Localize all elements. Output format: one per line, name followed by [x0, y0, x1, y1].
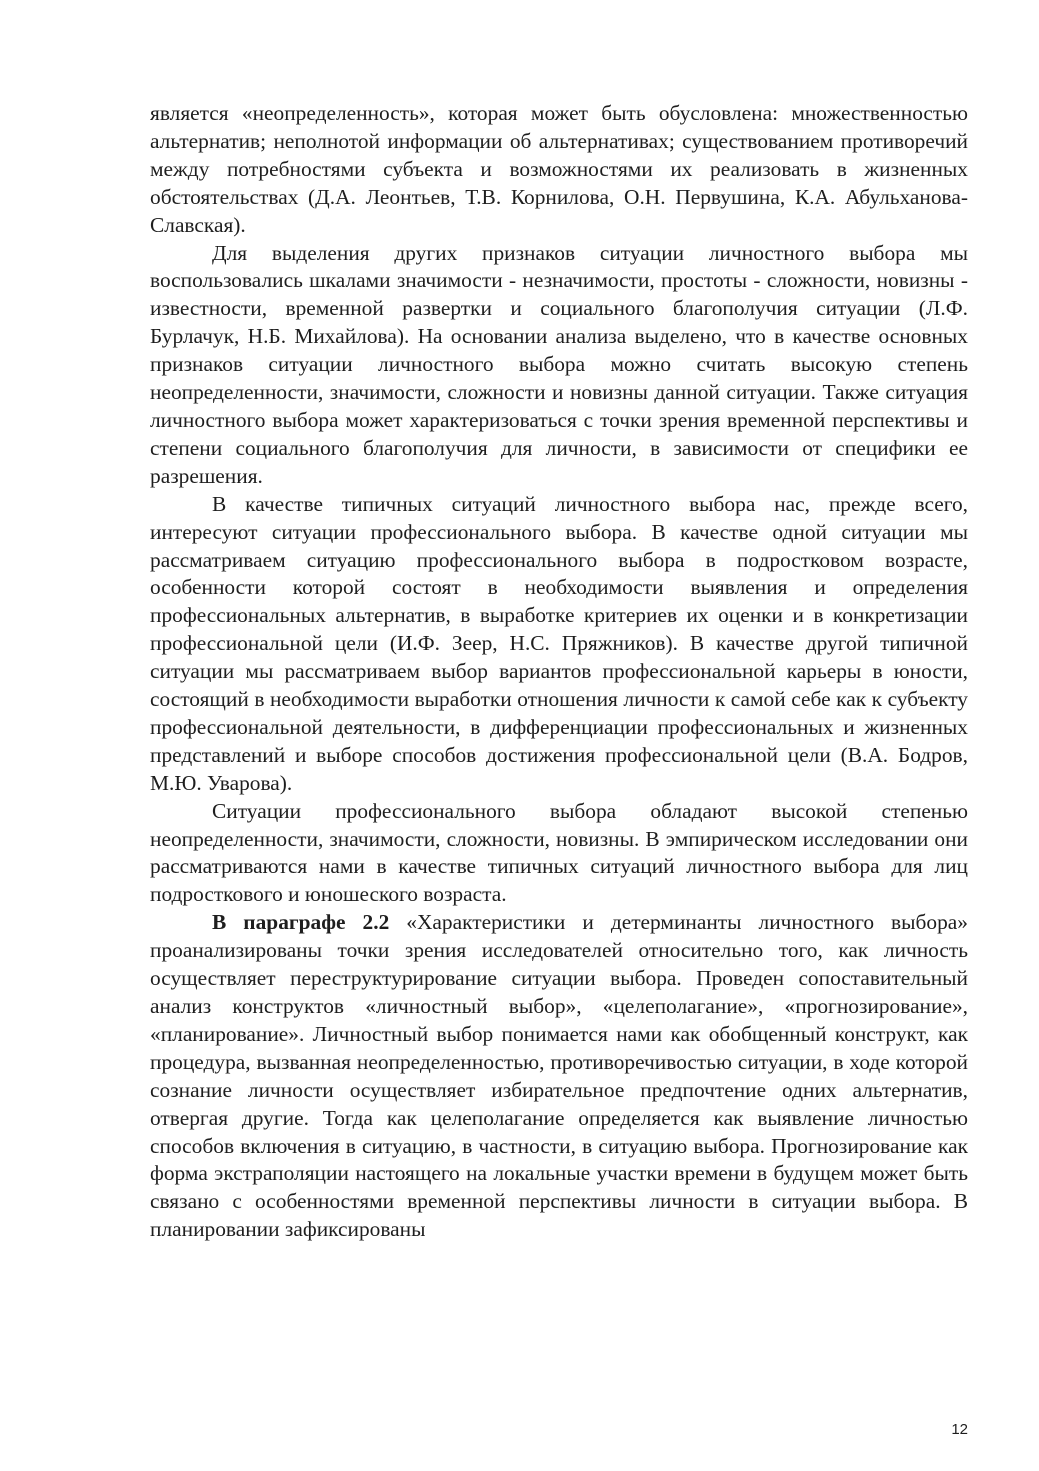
paragraph-text: Ситуации профессионального выбора обладают высокой степенью неопределенности, значимости, сложности, новизны. В эмпирическом исследовании они рассматриваются нами в качестве типичных ситуаций личностного выбора для лиц подросткового и юношеского возраста. — [150, 798, 968, 907]
paragraph — [150, 491, 968, 798]
paragraph-text: является «неопределенность», которая может быть обусловлена: множественностью альтернатив; неполнотой информации об альтернативах; существованием противоречий между потребностями субъекта и возможностями их реализовать в жизненных обстоятельствах (Д.А. Леонтьев, Т.В. Корнилова, О.Н. Первушина, К.А. Абульханова-Славская). — [150, 101, 968, 237]
paragraph-continued — [150, 100, 968, 240]
body-text — [150, 100, 968, 1244]
paragraph — [150, 909, 968, 1244]
paragraph — [150, 798, 968, 910]
paragraph-text: В качестве типичных ситуаций личностного выбора нас, прежде всего, интересуют ситуации профессионального выбора. В качестве одной ситуации мы рассматриваем ситуацию профессионального выбора в подростковом возрасте, особенности которой состоят в необходимости выявления и определения профессиональных альтернатив, в выработке критериев их оценки и в конкретизации профессиональной цели (И.Ф. Зеер, Н.С. Пряжников). В качестве другой типичной ситуации мы рассматриваем выбор вариантов профессиональной карьеры в юности, состоящий в необходимости выработки отношения личности к самой себе как к субъекту профессиональной деятельности, в дифференциации профессиональных и жизненных представлений и выборе способов достижения профессиональной цели (В.А. Бодров, М.Ю. Уварова). — [150, 491, 968, 795]
paragraph-text: «Характеристики и детерминанты личностного выбора» проанализированы точки зрения исследователей относительно того, как личность осуществляет переструктурирование ситуации выбора. Проведен сопоставительный анализ конструктов «личностный выбор», «целеполагание», «прогнозирование», «планирование». Личностный выбор понимается нами как обобщенный конструкт, как процедура, вызванная неопределенностью, противоречивостью ситуации, в ходе которой сознание личности осуществляет избирательное предпочтение одних альтернатив, отвергая другие. Тогда как целеполагание определяется как выявление личностью способов включения в ситуацию, в частности, в ситуацию выбора. Прогнозирование как форма экстраполяции настоящего на локальные участки времени в будущем может быть связано с особенностями временной перспективы личности в ситуации выбора. В планировании зафиксированы — [150, 910, 968, 1242]
paragraph — [150, 240, 968, 491]
section-reference: В параграфе 2.2 — [212, 910, 390, 935]
page-number: 12 — [951, 1421, 968, 1438]
paragraph-text: Для выделения других признаков ситуации личностного выбора мы воспользовались шкалами значимости - незначимости, простоты - сложности, новизны - известности, временной развертки и социального благополучия ситуации (Л.Ф. Бурлачук, Н.Б. Михайлова). На основании анализа выделено, что в качестве основных признаков ситуации личностного выбора можно считать высокую степень неопределенности, значимости, сложности и новизны данной ситуации. Также ситуация личностного выбора может характеризоваться с точки зрения временной перспективы и степени социального благополучия для личности, в зависимости от специфики ее разрешения. — [150, 240, 968, 488]
